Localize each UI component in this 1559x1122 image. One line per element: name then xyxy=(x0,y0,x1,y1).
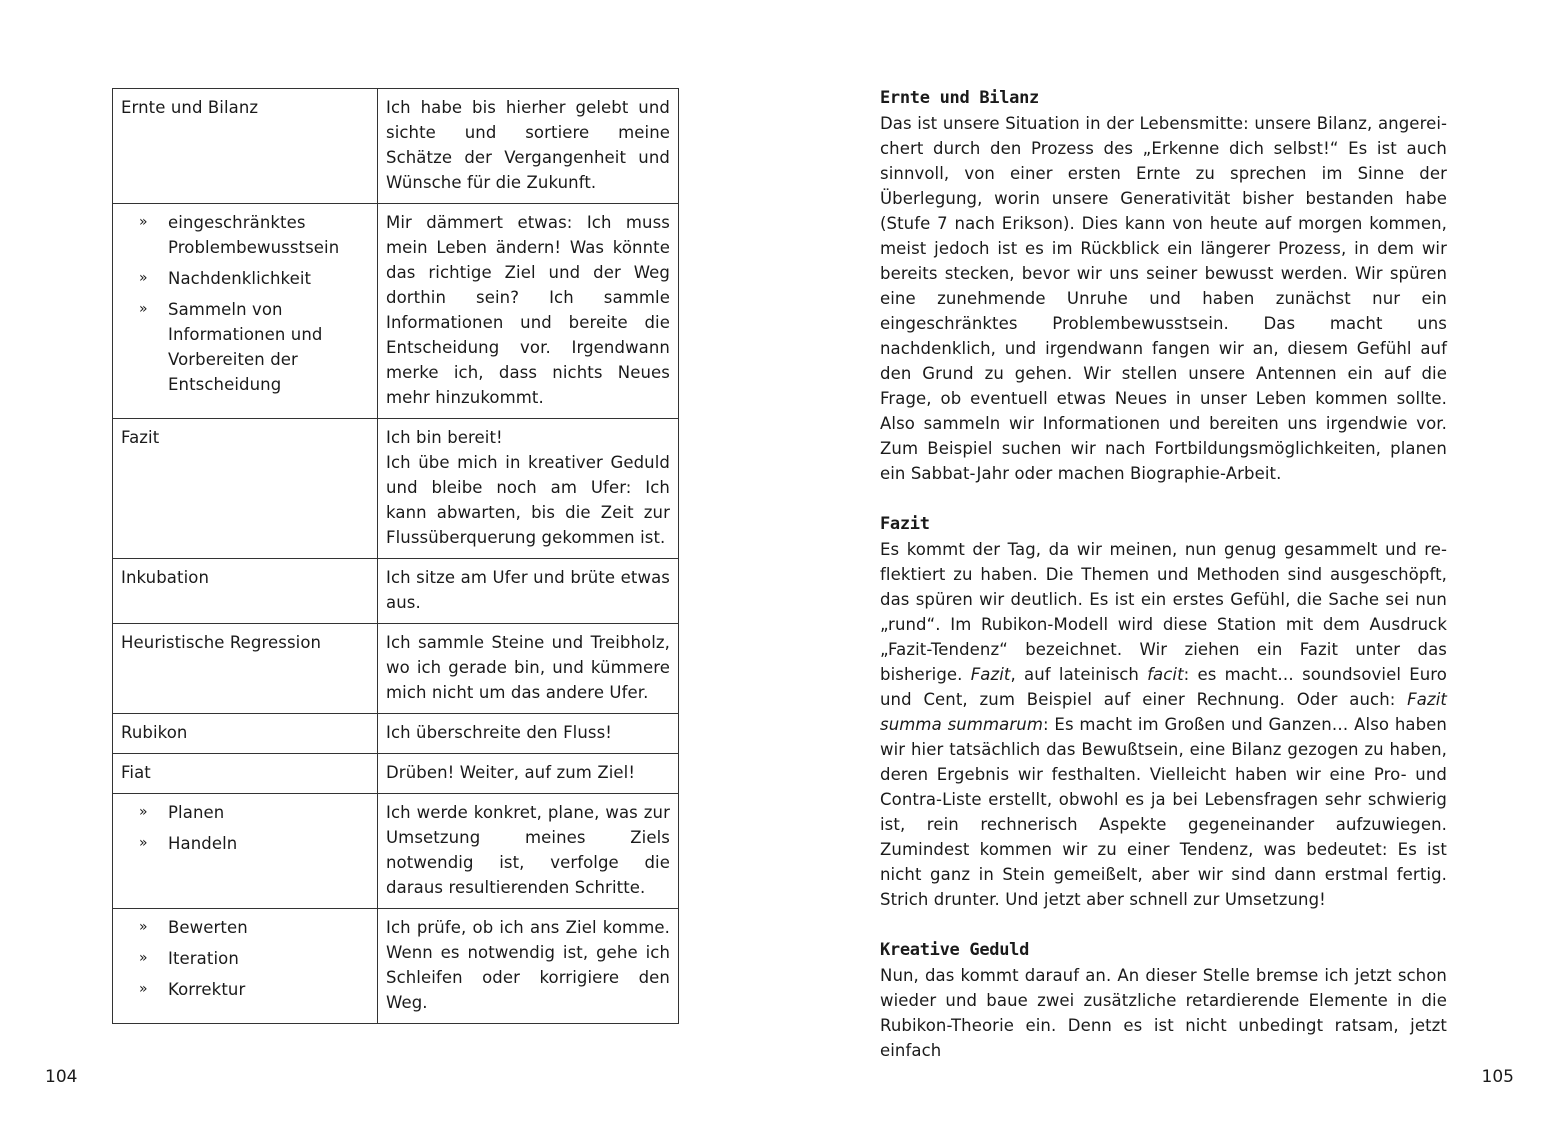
section-heading: Ernte und Bilanz xyxy=(880,88,1039,108)
stage-cell xyxy=(113,559,378,624)
italic-text: Fazit xyxy=(970,665,1011,684)
stage-cell xyxy=(113,754,378,794)
bullet-list xyxy=(121,800,369,856)
description-text: Ich werde konkret, plane, was zur Umsetzung meines Ziels notwendig ist, verfolge die daraus resultierenden Schritte. xyxy=(386,803,670,897)
bullet-text: eingeschränktes Problembewusstsein xyxy=(168,213,340,257)
description-text: Ich bin bereit! Ich übe mich in kreativer Geduld und bleibe noch am Ufer: Ich kann abwarten, bis die Zeit zur Flussüberquerung gekommen ist. xyxy=(386,428,670,547)
list-item xyxy=(139,800,369,825)
table-row xyxy=(113,714,679,754)
text-run: , auf lateinisch xyxy=(1010,665,1148,684)
bullet-icon: » xyxy=(139,270,148,286)
text-run: Es kommt der Tag, da wir meinen, nun genug gesammelt und reflektiert zu haben. Die Themen und Methoden sind ausgeschöpft, das spüren wir deutlich. Es ist ein erstes Gefühl, die Sache sei nun „rund“. Im Rubikon-Modell wird diese Station mit dem Ausdruck „Fazit-Tendenz“ bezeichnet. Wir ziehen ein Fazit unter das bisherige. xyxy=(880,540,1447,684)
bullet-icon: » xyxy=(139,301,148,317)
list-item xyxy=(139,831,369,856)
bullet-text: Korrektur xyxy=(168,980,246,999)
table-row xyxy=(113,794,679,909)
list-item xyxy=(139,915,369,940)
bullet-icon: » xyxy=(139,835,148,851)
table-row xyxy=(113,754,679,794)
description-cell xyxy=(378,714,679,754)
table-row xyxy=(113,204,679,419)
bullet-list xyxy=(121,210,369,397)
table-row xyxy=(113,909,679,1024)
description-text: Ich habe bis hierher gelebt und sichte und sortiere meine Schätze der Vergangenheit und Wünsche für die Zukunft. xyxy=(386,98,670,192)
stage-cell xyxy=(113,624,378,714)
description-cell xyxy=(378,204,679,419)
stage-cell xyxy=(113,89,378,204)
description-text: Drüben! Weiter, auf zum Ziel! xyxy=(386,763,636,782)
description-text: Ich prüfe, ob ich ans Ziel komme. Wenn es notwendig ist, gehe ich Schleifen oder korrigiere den Weg. xyxy=(386,918,670,1012)
bullet-text: Planen xyxy=(168,803,225,822)
bullet-icon: » xyxy=(139,950,148,966)
text-run: Das ist unsere Situation in der Lebensmitte: unsere Bilanz, angereichert durch den Prozess des „Erkenne dich selbst!“ Es ist auch sinnvoll, von einer ersten Ernte zu sprechen im Sinne der Überlegung, worin unsere Generativität bisher bestanden habe (Stufe 7 nach Erikson). Dies kann von heute auf morgen kommen, meist jedoch ist es im Rückblick ein längerer Prozess, in dem wir bereits stecken, bevor wir uns seiner bewusst werden. Wir spüren eine zunehmende Unruhe und haben zunächst nur ein eingeschränktes Problembewusstsein. Das macht uns nachdenklich, und irgendwann fangen wir an, diesem Gefühl auf den Grund zu gehen. Wir stellen unsere Antennen ein auf die Frage, ob eventuell etwas Neues in unser Leben kommen sollte. Also sammeln wir Informationen und bereiten uns irgendwie vor. Zum Beispiel suchen wir nach Fortbildungsmöglichkeiten, planen ein Sabbat-Jahr oder machen Biographie-Arbeit. xyxy=(880,114,1447,483)
description-cell xyxy=(378,909,679,1024)
right-page xyxy=(780,0,1559,1122)
bullet-icon: » xyxy=(139,214,148,230)
table-row xyxy=(113,419,679,559)
table-row xyxy=(113,89,679,204)
stage-cell xyxy=(113,204,378,419)
text-run: : Es macht im Großen und Ganzen… Also haben wir hier tatsächlich das Bewußtsein, eine Bilanz gezogen zu haben, deren Ergebnis wir festhalten. Vielleicht haben wir eine Pro- und Contra-Liste erstellt, obwohl es ja bei Lebensfragen sehr schwierig ist, rein rechnerisch Aspekte gegeneinander aufzuwiegen. Zumindest kommen wir zu einer Tendenz, was bedeutet: Es ist nicht ganz in Stein gemeißelt, aber wir sind dann erstmal fertig. Strich drunter. Und jetzt aber schnell zur Umsetzung! xyxy=(880,715,1447,909)
stage-label: Rubikon xyxy=(121,723,188,742)
stage-cell xyxy=(113,419,378,559)
description-cell xyxy=(378,419,679,559)
description-cell xyxy=(378,624,679,714)
bullet-text: Nachdenklichkeit xyxy=(168,269,312,288)
text-run: Nun, das kommt darauf an. An dieser Stelle bremse ich jetzt schon wieder und baue zwei zusätzliche retardierende Elemente in die Rubikon-Theorie ein. Denn es ist nicht unbedingt ratsam, jetzt einfach xyxy=(880,966,1447,1060)
table-row xyxy=(113,624,679,714)
list-item xyxy=(139,977,369,1002)
stage-label: Heuristische Regression xyxy=(121,633,322,652)
bullet-text: Bewerten xyxy=(168,918,248,937)
section-heading: Fazit xyxy=(880,514,930,534)
list-item xyxy=(139,266,369,291)
stages-table xyxy=(112,88,679,1024)
article-section xyxy=(880,938,1447,1063)
article-section xyxy=(880,512,1447,912)
page-number-left: 104 xyxy=(45,1067,78,1087)
stage-cell xyxy=(113,909,378,1024)
stage-label: Fiat xyxy=(121,763,151,782)
description-cell xyxy=(378,89,679,204)
table-row xyxy=(113,559,679,624)
description-text: Ich sammle Steine und Treibholz, wo ich gerade bin, und kümmere mich nicht um das andere Ufer. xyxy=(386,633,670,702)
bullet-text: Handeln xyxy=(168,834,238,853)
stage-label: Fazit xyxy=(121,428,160,447)
description-cell xyxy=(378,794,679,909)
paragraph xyxy=(880,963,1447,1063)
list-item xyxy=(139,297,369,397)
stage-cell xyxy=(113,794,378,909)
list-item xyxy=(139,946,369,971)
bullet-list xyxy=(121,915,369,1002)
stage-label: Ernte und Bilanz xyxy=(121,98,259,117)
stage-label: Inkubation xyxy=(121,568,210,587)
description-cell xyxy=(378,559,679,624)
description-text: Ich überschreite den Fluss! xyxy=(386,723,613,742)
article-text xyxy=(880,86,1447,1063)
bullet-text: Iteration xyxy=(168,949,239,968)
bullet-icon: » xyxy=(139,981,148,997)
description-cell xyxy=(378,754,679,794)
bullet-text: Sammeln von Informationen und Vorbereiten der Entscheidung xyxy=(168,300,323,394)
bullet-icon: » xyxy=(139,919,148,935)
list-item xyxy=(139,210,369,260)
article-section xyxy=(880,86,1447,486)
description-text: Mir dämmert etwas: Ich muss mein Leben ändern! Was könnte das richtige Ziel und der Weg dorthin sein? Ich sammle Informationen und bereite die Entscheidung vor. Irgendwann merke ich, dass nichts Neues mehr hinzukommt. xyxy=(386,213,670,407)
text-run: : es macht… soundsoviel Euro und Cent, zum Beispiel auf einer Rechnung. Oder auch: xyxy=(880,665,1448,709)
italic-text: Fazit summa summarum xyxy=(880,690,1447,734)
page-number-right: 105 xyxy=(1481,1067,1514,1087)
italic-text: facit xyxy=(1147,665,1184,684)
stage-cell xyxy=(113,714,378,754)
paragraph xyxy=(880,537,1447,912)
section-heading: Kreative Geduld xyxy=(880,940,1030,960)
bullet-icon: » xyxy=(139,804,148,820)
paragraph xyxy=(880,111,1447,486)
description-text: Ich sitze am Ufer und brüte etwas aus. xyxy=(386,568,670,612)
